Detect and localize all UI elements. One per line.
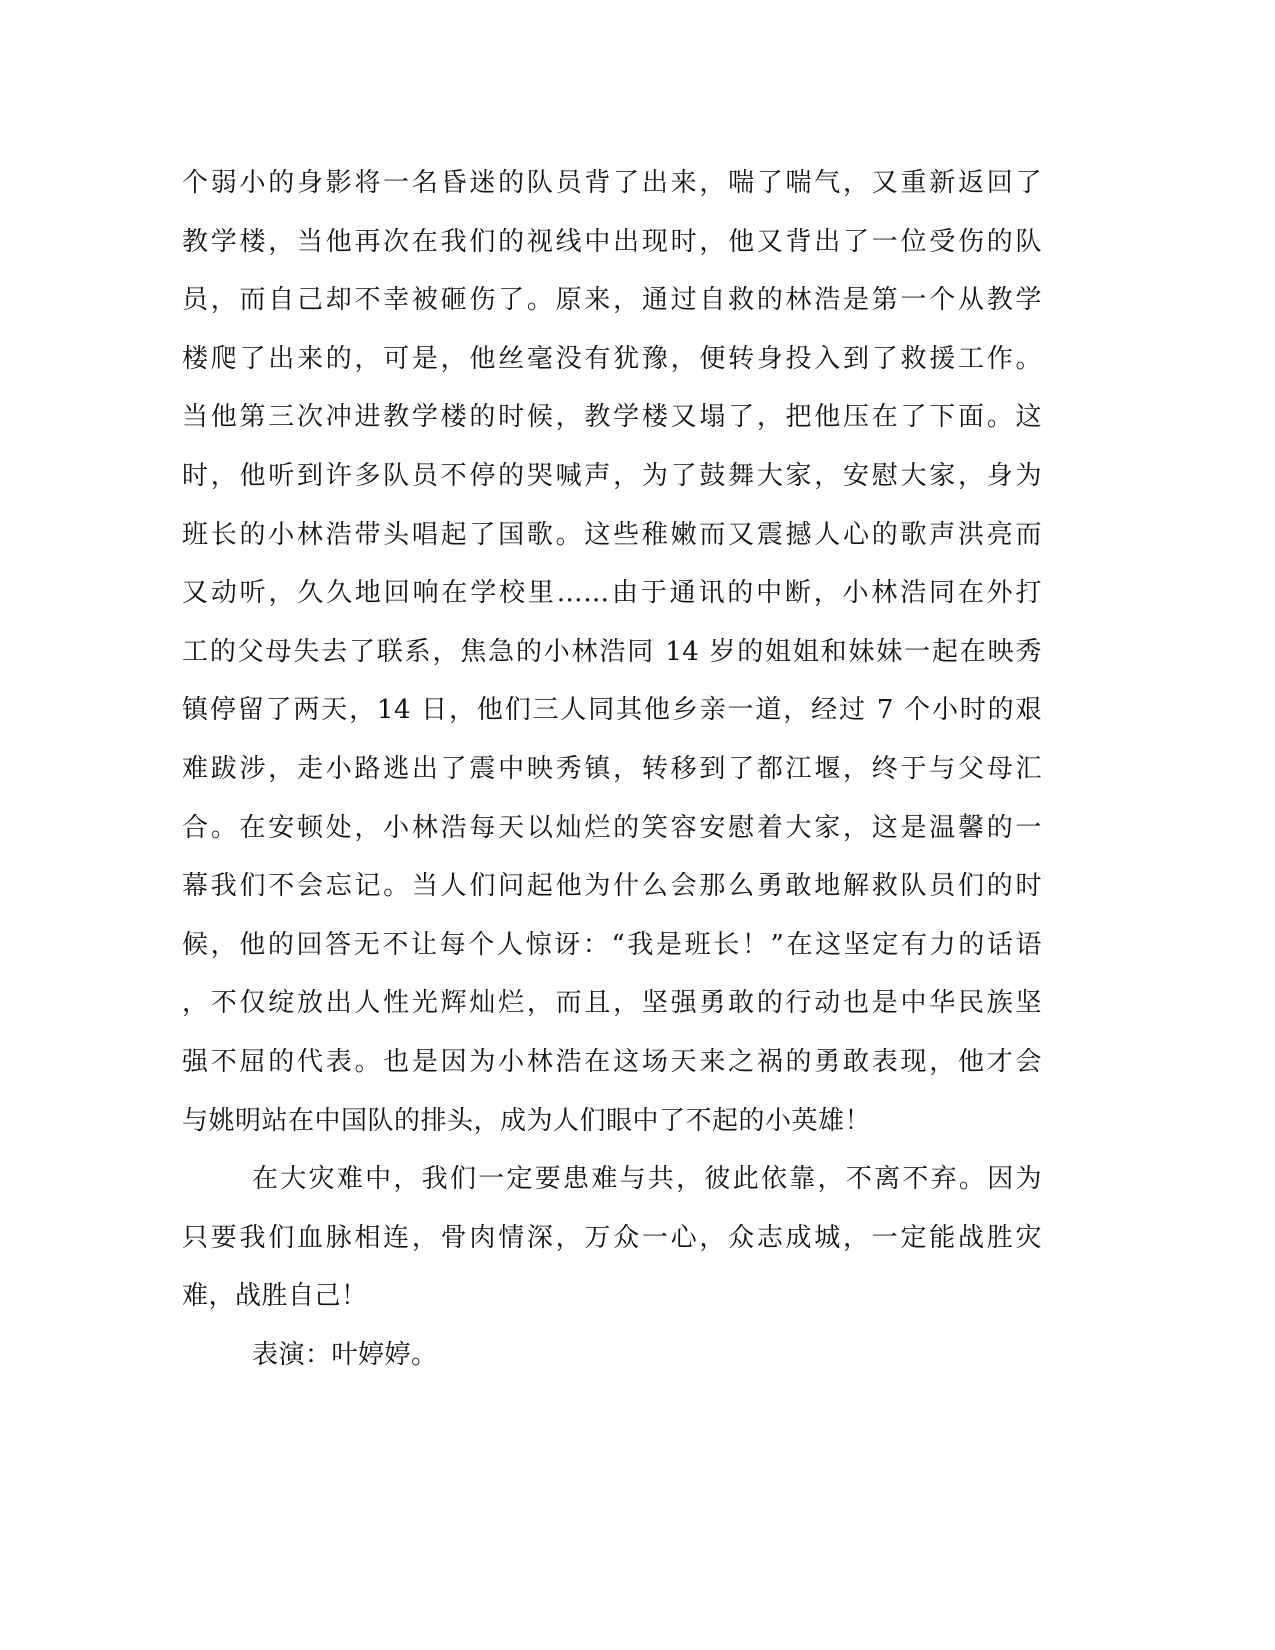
paragraph-line: 楼爬了出来的，可是，他丝毫没有犹豫，便转身投入到了救援工作。 [182, 343, 1042, 374]
paragraph-line: 又动听，久久地回响在学校里……由于通讯的中断，小林浩同在外打 [182, 578, 1042, 609]
paragraph-line: 在大灾难中，我们一定要患难与共，彼此依靠，不离不弃。因为 [252, 1164, 1042, 1195]
paragraph-line: ，不仅绽放出人性光辉灿烂，而且，坚强勇敢的行动也是中华民族坚 [182, 988, 1042, 1019]
paragraph-line: 员，而自己却不幸被砸伤了。原来，通过自救的林浩是第一个从教学 [182, 285, 1042, 316]
paragraph-line: 强不屈的代表。也是因为小林浩在这场天来之祸的勇敢表现，他才会 [182, 1046, 1042, 1077]
paragraph-line: 与姚明站在中国队的排头，成为人们眼中了不起的小英雄！ [182, 1105, 872, 1136]
paragraph-line: 工的父母失去了联系，焦急的小林浩同 14 岁的姐姐和妹妹一起在映秀 [182, 636, 1042, 667]
paragraph-2 [182, 1150, 1042, 1326]
paragraph-line: 镇停留了两天，14 日，他们三人同其他乡亲一道，经过 7 个小时的艰 [182, 695, 1042, 726]
paragraph-line: 个弱小的身影将一名昏迷的队员背了出来，喘了喘气，又重新返回了 [182, 168, 1042, 198]
performer-credit: 表演：叶婷婷。 [252, 1339, 438, 1370]
document-body [182, 154, 1042, 1384]
paragraph-line: 只要我们血脉相连，骨肉情深，万众一心，众志成城，一定能战胜灾 [182, 1222, 1042, 1253]
paragraph-line: 当他第三次冲进教学楼的时候，教学楼又塌了，把他压在了下面。这 [182, 402, 1042, 433]
paragraph-line: 候，他的回答无不让每个人惊讶：“我是班长！”在这坚定有力的话语 [182, 929, 1042, 960]
paragraph-line: 合。在安顿处，小林浩每天以灿烂的笑容安慰着大家，这是温馨的一 [182, 812, 1042, 843]
paragraph-line: 时，他听到许多队员不停的哭喊声，为了鼓舞大家，安慰大家，身为 [182, 460, 1042, 491]
paragraph-line: 教学楼，当他再次在我们的视线中出现时，他又背出了一位受伤的队 [182, 226, 1042, 257]
paragraph-line: 班长的小林浩带头唱起了国歌。这些稚嫩而又震撼人心的歌声洪亮而 [182, 519, 1042, 550]
paragraph-line: 幕我们不会忘记。当人们问起他为什么会那么勇敢地解救队员们的时 [182, 871, 1042, 902]
paragraph-line: 难跋涉，走小路逃出了震中映秀镇，转移到了都江堰，终于与父母汇 [182, 753, 1042, 784]
paragraph-1 [182, 154, 1042, 1150]
paragraph-line: 难，战胜自己！ [182, 1281, 368, 1312]
